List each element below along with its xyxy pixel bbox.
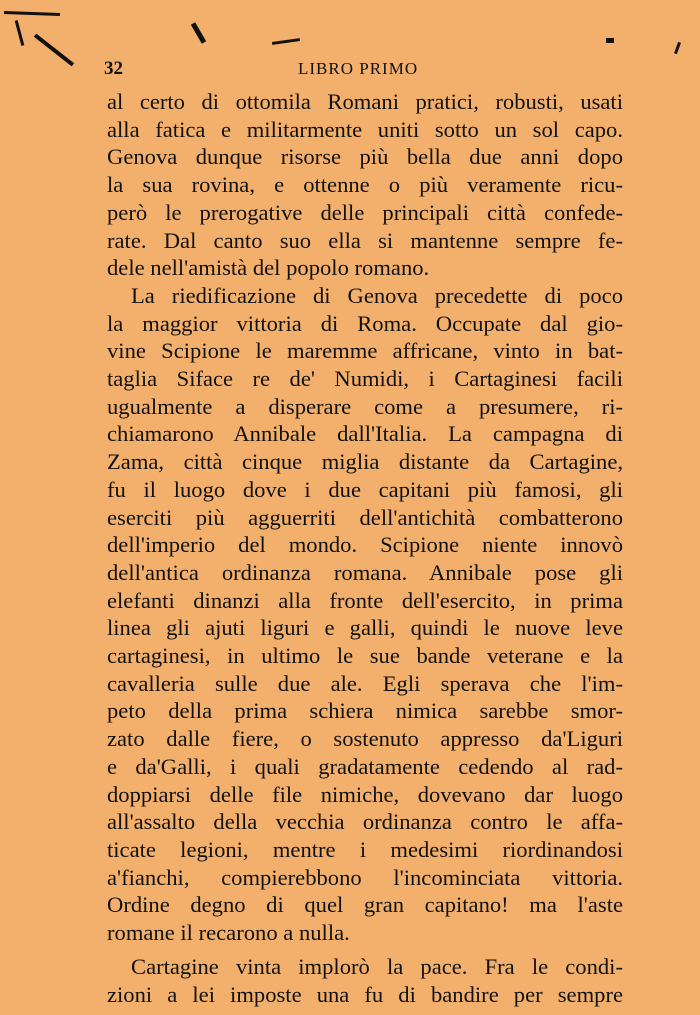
text-line: rate. Dal canto suo ella si mantenne sempre fe- — [107, 227, 623, 253]
text-line: taglia Siface re de' Numidi, i Cartaginesi facili — [107, 366, 623, 392]
text-line: elefanti dinanzi alla fronte dell'esercito, in prima — [107, 587, 623, 613]
text-line: chiamarono Annibale dall'Italia. La campagna di — [107, 421, 623, 447]
text-line: alla fatica e militarmente uniti sotto un sol capo. — [107, 116, 623, 142]
text-line: ugualmente a disperare come a presumere, ri- — [107, 393, 623, 419]
text-line: ticate legioni, mentre i medesimi riordinandosi — [107, 836, 623, 862]
text-line: Ordine degno di quel gran capitano! ma l'aste — [107, 892, 623, 918]
text-line: cartaginesi, in ultimo le sue bande veterane e la — [107, 643, 623, 669]
text-line: cavalleria sulle due ale. Egli sperava che l'im- — [107, 670, 623, 696]
scan-mark — [15, 20, 25, 46]
scan-mark — [191, 22, 206, 44]
paragraph-2 — [107, 282, 623, 947]
text-line: dell'imperio del mondo. Scipione niente innovò — [107, 532, 623, 558]
text-line: La riedificazione di Genova precedette di poco — [131, 282, 623, 308]
text-line: Genova dunque risorse più bella due anni dopo — [107, 144, 623, 170]
text-line: dell'antica ordinanza romana. Annibale pose gli — [107, 559, 623, 585]
scan-mark — [674, 42, 681, 54]
text-line: all'assalto della vecchia ordinanza contro le affa- — [107, 809, 623, 835]
text-line: peto della prima schiera nimica sarebbe smor- — [107, 698, 623, 724]
text-line: linea gli ajuti liguri e galli, quindi le nuove leve — [107, 615, 623, 641]
text-line: però le prerogative delle principali città confede- — [107, 199, 623, 225]
text-line: al certo di ottomila Romani pratici, robusti, usati — [107, 89, 623, 114]
body-text — [107, 88, 623, 1008]
paragraph-3 — [107, 953, 623, 1008]
scan-mark — [272, 38, 300, 45]
text-line: dele nell'amistà del popolo romano. — [107, 255, 430, 281]
scan-mark — [4, 11, 60, 16]
paragraph-1 — [107, 88, 623, 282]
text-line: fu il luogo dove i due capitani più famosi, gli — [107, 476, 623, 502]
text-line: la sua rovina, e ottenne o più veramente ricu- — [107, 172, 623, 198]
text-line: vine Scipione le maremme affricane, vinto in bat- — [107, 338, 623, 364]
text-line: zato dalle fiere, o sostenuto appresso da'Liguri — [107, 726, 623, 752]
scan-mark — [606, 38, 614, 43]
text-line: eserciti più agguerriti dell'antichità combatterono — [107, 504, 623, 530]
text-line: doppiarsi delle file nimiche, dovevano dar luogo — [107, 781, 623, 807]
text-line: Zama, città cinque miglia distante da Cartagine, — [107, 449, 623, 475]
text-line: e da'Galli, i quali gradatamente cedendo al rad- — [107, 753, 623, 779]
page-number: 32 — [104, 58, 123, 79]
scan-mark — [34, 34, 74, 67]
text-line: Cartagine vinta implorò la pace. Fra le condi- — [131, 953, 623, 979]
text-line: romane il recarono a nulla. — [107, 920, 350, 946]
running-title: LIBRO PRIMO — [298, 59, 419, 78]
page-header — [104, 58, 624, 88]
text-line: la maggior vittoria di Roma. Occupate dal gio- — [107, 310, 623, 336]
text-line: a'fianchi, compierebbono l'incominciata vittoria. — [107, 864, 623, 890]
text-line: zioni a lei imposte una fu di bandire per sempre — [107, 981, 623, 1007]
